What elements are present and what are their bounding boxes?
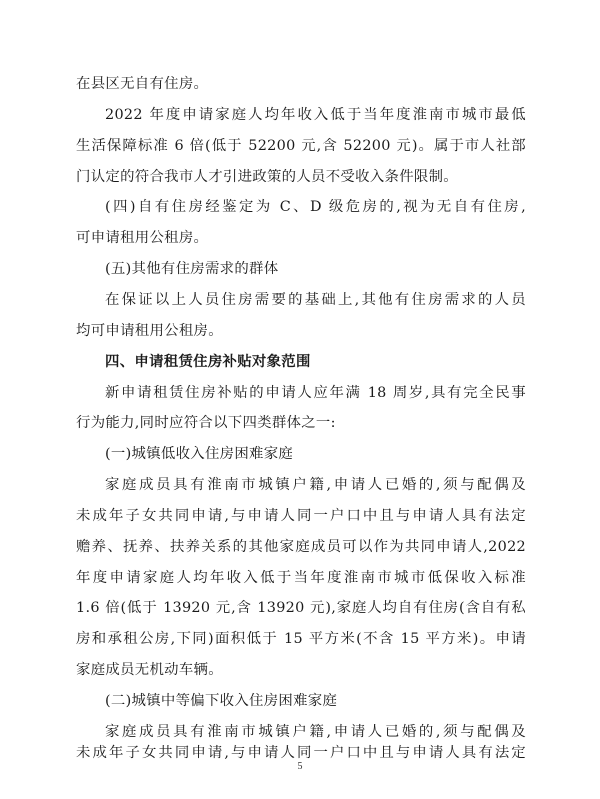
text-line: 家庭成员具有淮南市城镇户籍,申请人已婚的,须与配偶及 <box>105 477 526 493</box>
text-line: 可申请租用公租房。 <box>76 230 209 246</box>
text-line: 均可申请租用公租房。 <box>76 323 223 339</box>
text-line: 家庭成员具有淮南市城镇户籍,申请人已婚的,须与配偶及 <box>105 724 526 740</box>
section-subheading: (二)城镇中等偏下收入住房困难家庭 <box>105 693 338 709</box>
text-line: 在保证以上人员住房需要的基础上,其他有住房需求的人员 <box>105 292 526 308</box>
text-line: 年度申请家庭人均年收入低于当年度淮南市城市低保收入标准 <box>76 570 526 586</box>
text-line: (四)自有住房经鉴定为 C、D 级危房的,视为无自有住房, <box>105 199 526 215</box>
text-line: 2022 年度申请家庭人均年收入低于当年度淮南市城市最低 <box>105 107 526 123</box>
text-line: 门认定的符合我市人才引进政策的人员不受收入条件限制。 <box>76 169 458 185</box>
text-line: 赡养、抚养、扶养关系的其他家庭成员可以作为共同申请人,2022 <box>76 539 526 555</box>
text-line: 行为能力,同时应符合以下四类群体之一: <box>76 415 336 431</box>
text-line: 房和承租公房,下同)面积低于 15 平方米(不含 15 平方米)。申请 <box>76 631 526 647</box>
section-heading: 四、申请租赁住房补贴对象范围 <box>105 354 311 370</box>
text-line: 在县区无自有住房。 <box>76 76 209 92</box>
section-subheading: (一)城镇低收入住房困难家庭 <box>105 446 294 462</box>
page-number: 5 <box>297 761 303 772</box>
text-line: 新申请租赁住房补贴的申请人应年满 18 周岁,具有完全民事 <box>105 385 526 401</box>
text-line: 家庭成员无机动车辆。 <box>76 662 223 678</box>
text-line: 生活保障标准 6 倍(低于 52200 元,含 52200 元)。属于市人社部 <box>76 138 526 154</box>
text-line: 1.6 倍(低于 13920 元,含 13920 元),家庭人均自有住房(含自有私 <box>76 600 526 616</box>
section-subheading: (五)其他有住房需求的群体 <box>105 261 279 277</box>
text-line: 未成年子女共同申请,与申请人同一户口中且与申请人具有法定 <box>76 745 526 761</box>
text-line: 未成年子女共同申请,与申请人同一户口中且与申请人具有法定 <box>76 508 526 524</box>
